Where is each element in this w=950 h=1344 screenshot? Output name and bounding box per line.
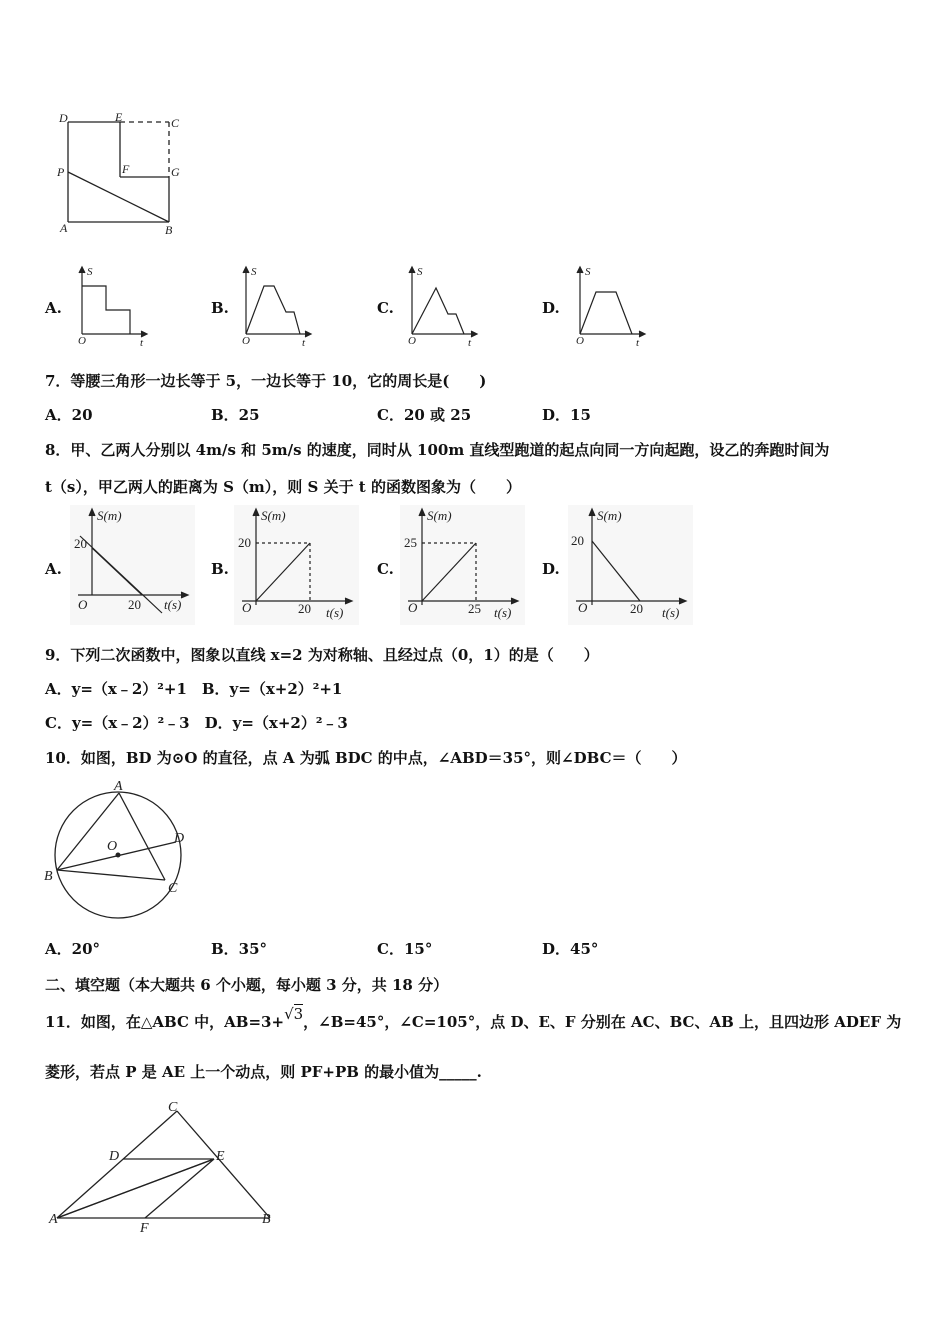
label-F: F [140, 1221, 149, 1233]
q10-option-c[interactable]: C．15° [377, 940, 433, 958]
svg-text:O: O [78, 597, 88, 612]
q8-stem-line2: t（s），甲乙两人的距离为 S（m），则 S 关于 t 的函数图象为（ ） [45, 478, 521, 496]
q6-option-c-label: C. [377, 299, 394, 317]
svg-text:20: 20 [128, 597, 141, 612]
svg-text:S: S [585, 266, 591, 278]
q9-options-line2[interactable]: C．y=（x﹣2）²﹣3 D．y=（x+2）²﹣3 [45, 714, 348, 732]
q7-option-b[interactable]: B．25 [211, 406, 260, 424]
label-C: C [168, 881, 178, 896]
q11-triangle-figure [45, 1098, 285, 1233]
label-F: F [122, 162, 130, 176]
q6-option-b-label: B. [211, 299, 229, 317]
svg-text:25: 25 [404, 535, 417, 550]
svg-text:t: t [636, 337, 640, 347]
svg-text:20: 20 [238, 535, 251, 550]
q7-option-c[interactable]: C．20 或 25 [377, 406, 472, 424]
label-B: B [44, 869, 53, 884]
svg-text:t(s): t(s) [326, 605, 344, 620]
svg-text:t(s): t(s) [494, 605, 512, 620]
sqrt-value: 3 [293, 1005, 304, 1023]
q8-option-c-label: C. [377, 560, 394, 578]
q11-stem-part2: ，∠B=45°，∠C=105°，点 D、E、F 分别在 AC、BC、AB 上，且四边形 ADEF 为 [303, 1013, 902, 1031]
svg-text:O: O [242, 600, 252, 615]
svg-text:t(s): t(s) [164, 597, 182, 612]
q8-option-a-graph[interactable] [70, 505, 195, 625]
q8-option-b-graph[interactable] [234, 505, 359, 625]
svg-text:20: 20 [298, 601, 311, 616]
label-D: D [59, 111, 68, 125]
q11-stem-line1 [45, 1005, 902, 1032]
label-G: G [171, 165, 180, 179]
q6-option-c-graph[interactable] [400, 262, 485, 347]
svg-text:O: O [78, 335, 86, 347]
q6-figure [55, 110, 195, 240]
svg-text:S(m): S(m) [97, 508, 122, 523]
label-A: A [114, 779, 123, 794]
q6-option-b-graph[interactable] [234, 262, 319, 347]
label-E: E [115, 110, 123, 124]
q6-option-d-graph[interactable] [568, 262, 653, 347]
svg-text:20: 20 [571, 533, 584, 548]
q8-option-c-graph[interactable] [400, 505, 525, 625]
svg-text:S(m): S(m) [427, 508, 452, 523]
svg-text:t: t [302, 337, 306, 347]
label-A: A [49, 1212, 58, 1227]
svg-text:O: O [408, 335, 416, 347]
label-C: C [171, 116, 180, 130]
q8-option-d-label: D. [542, 560, 560, 578]
q10-stem: 10．如图，BD 为⊙O 的直径，点 A 为弧 BDC 的中点，∠ABD＝35°，则∠DBC＝（ ） [45, 749, 687, 767]
q10-option-a[interactable]: A．20° [45, 940, 101, 958]
q8-stem-line1: 8．甲、乙两人分别以 4m/s 和 5m/s 的速度，同时从 100m 直线型跑道的起点向同一方向起跑，设乙的奔跑时间为 [45, 441, 830, 459]
label-C: C [168, 1100, 178, 1115]
q6-option-a-label: A. [45, 299, 62, 317]
svg-text:S(m): S(m) [261, 508, 286, 523]
section2-heading: 二、填空题（本大题共 6 个小题，每小题 3 分，共 18 分） [45, 976, 449, 994]
svg-text:O: O [408, 600, 418, 615]
label-P: P [57, 165, 65, 179]
svg-text:20: 20 [630, 601, 643, 616]
q9-options-line1[interactable]: A．y=（x﹣2）²+1 B．y=（x+2）²+1 [45, 680, 343, 698]
q6-option-a-graph[interactable] [70, 262, 155, 347]
q11-stem-part1: 11．如图，在△ABC 中，AB=3+ [45, 1013, 285, 1031]
svg-text:t(s): t(s) [662, 605, 680, 620]
q10-option-d[interactable]: D．45° [542, 940, 599, 958]
label-D: D [174, 831, 185, 846]
q6-option-d-label: D. [542, 299, 560, 317]
sqrt-symbol: √3 [284, 1005, 304, 1023]
label-B: B [262, 1212, 271, 1227]
svg-text:S: S [87, 266, 93, 278]
q7-stem: 7．等腰三角形一边长等于 5，一边长等于 10，它的周长是( ) [45, 372, 487, 390]
svg-text:S: S [417, 266, 423, 278]
svg-text:S(m): S(m) [597, 508, 622, 523]
q11-stem-line2: 菱形，若点 P 是 AE 上一个动点，则 PF+PB 的最小值为_____. [45, 1063, 482, 1081]
label-O: O [107, 839, 118, 854]
q8-option-a-label: A. [45, 560, 62, 578]
q7-option-d[interactable]: D．15 [542, 406, 591, 424]
svg-text:25: 25 [468, 601, 481, 616]
svg-text:O: O [578, 600, 588, 615]
q8-option-d-graph[interactable] [568, 505, 693, 625]
label-B: B [165, 223, 173, 237]
svg-text:S: S [251, 266, 257, 278]
q8-option-b-label: B. [211, 560, 229, 578]
label-E: E [216, 1149, 225, 1164]
q10-option-b[interactable]: B．35° [211, 940, 268, 958]
q9-stem: 9．下列二次函数中，图象以直线 x=2 为对称轴、且经过点（0，1）的是（ ） [45, 646, 599, 664]
q7-option-a[interactable]: A．20 [45, 406, 93, 424]
svg-text:O: O [242, 335, 250, 347]
svg-text:t: t [140, 337, 144, 347]
svg-text:O: O [576, 335, 584, 347]
svg-text:20: 20 [74, 536, 87, 551]
q10-circle-figure [40, 778, 200, 923]
label-D: D [109, 1149, 120, 1164]
svg-text:t: t [468, 337, 472, 347]
label-A: A [60, 221, 68, 235]
